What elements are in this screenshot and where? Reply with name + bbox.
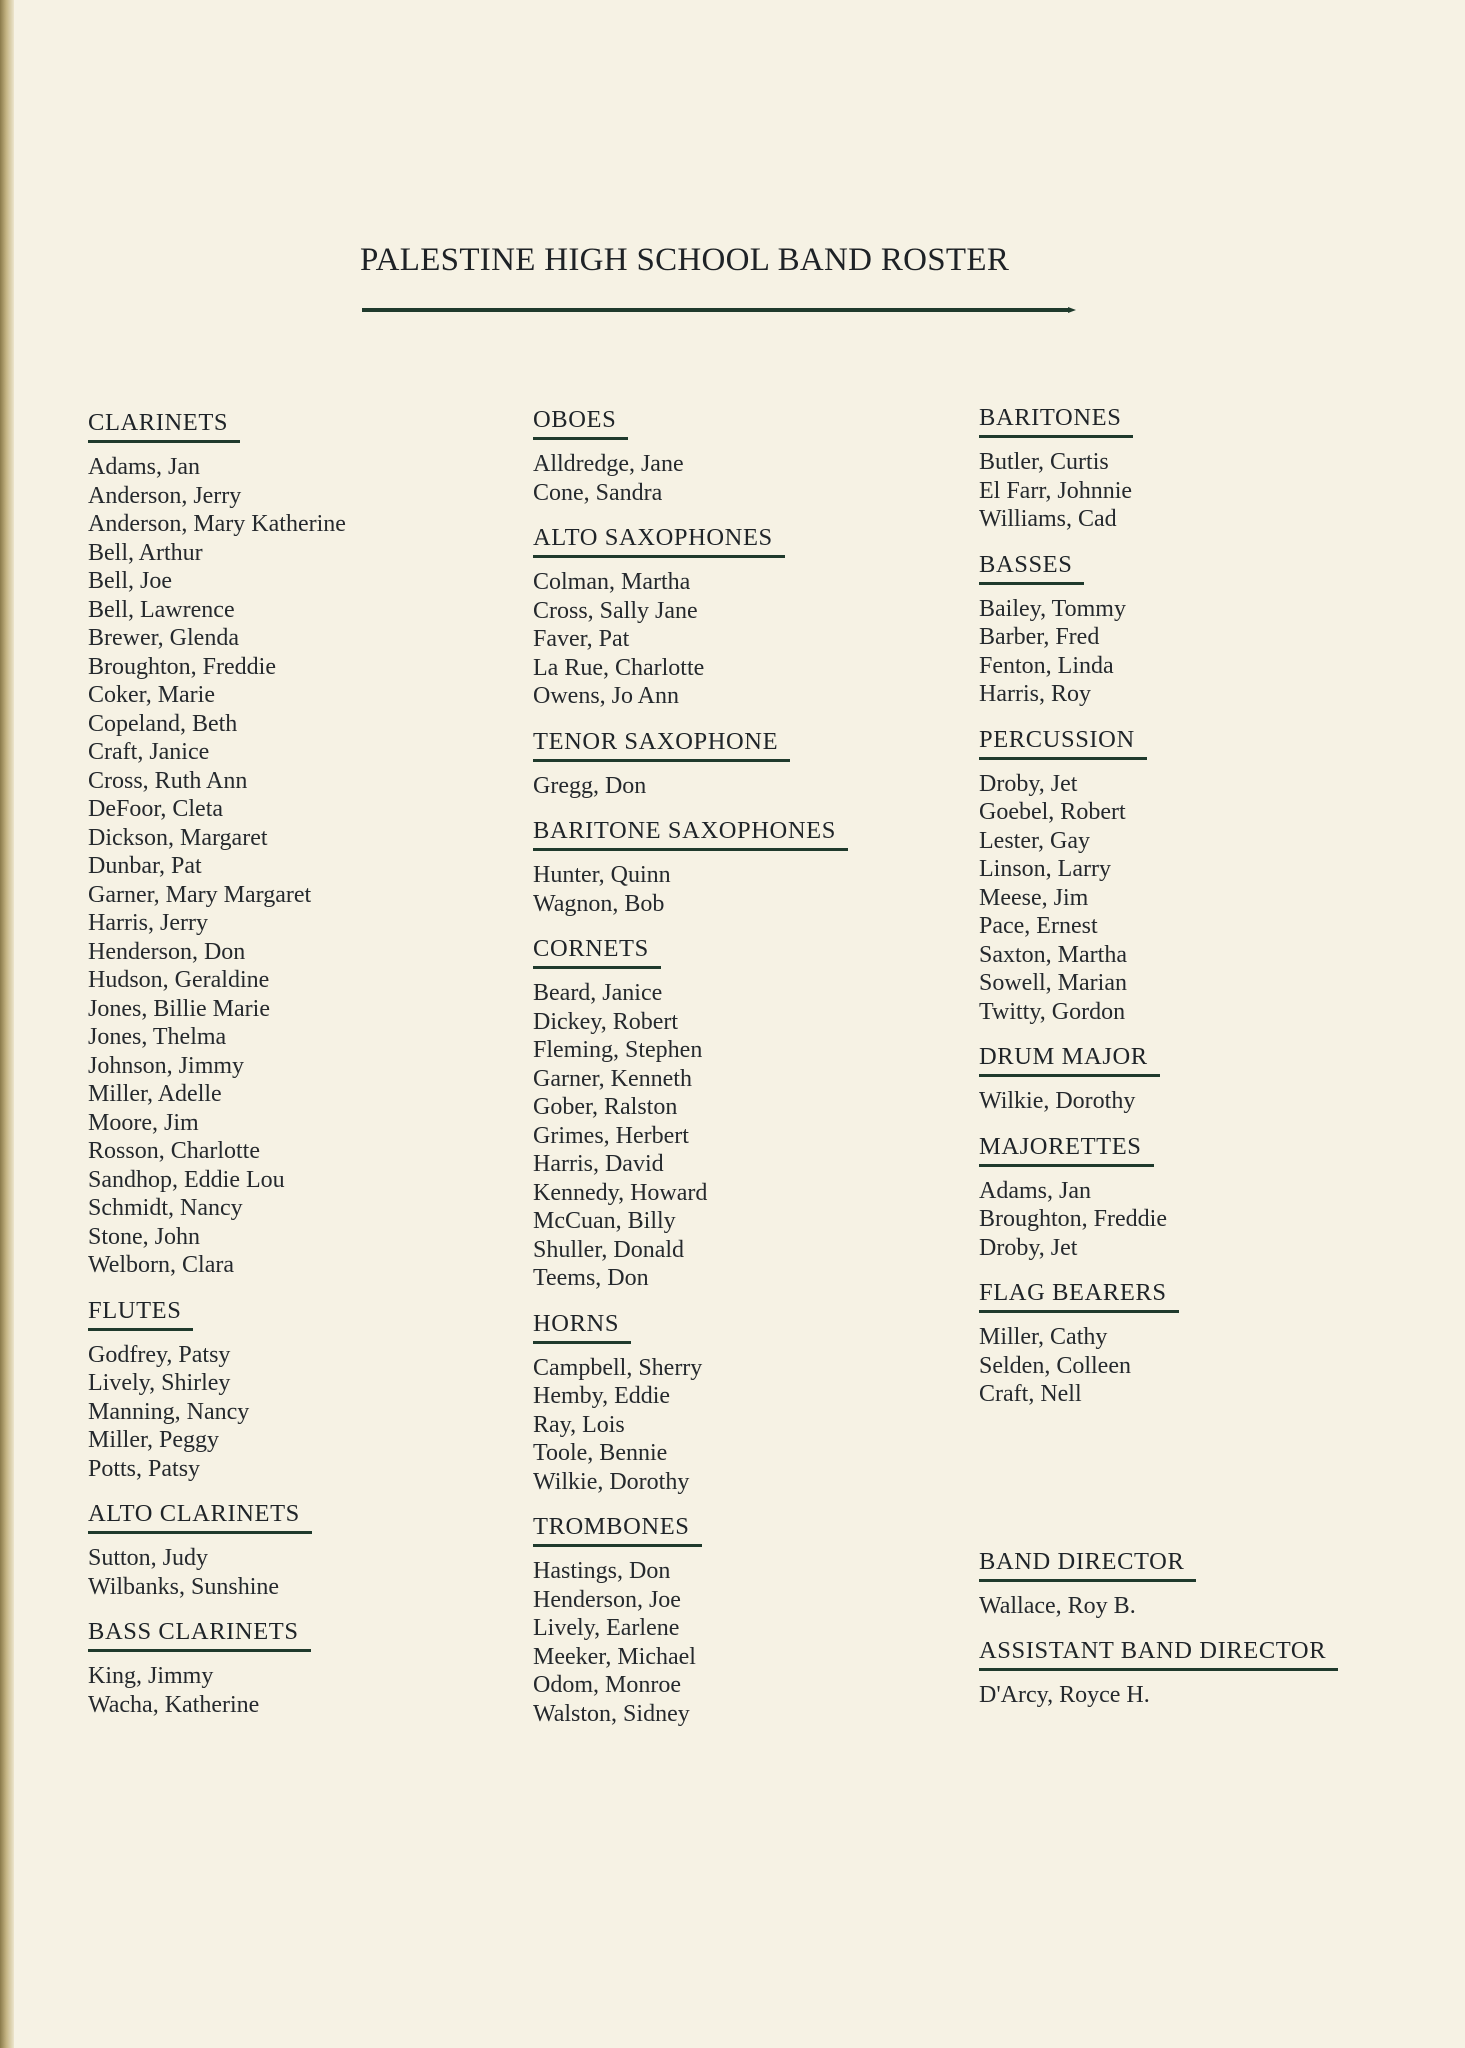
name-list	[88, 1544, 346, 1601]
roster-name: Gregg, Don	[533, 772, 647, 799]
roster-name: Fleming, Stephen	[533, 1037, 703, 1063]
roster-name: Toole, Bennie	[533, 1440, 668, 1466]
roster-name: Butler, Curtis	[979, 449, 1109, 475]
name-list	[979, 448, 1338, 534]
section-heading: OBOES	[533, 405, 628, 440]
roster-name: Miller, Cathy	[979, 1324, 1108, 1350]
roster-name: Droby, Jet	[979, 1234, 1078, 1261]
section-heading: BAND DIRECTOR	[979, 1547, 1196, 1582]
section-flutes	[88, 1296, 346, 1484]
roster-name: Wilkie, Dorothy	[533, 1468, 690, 1495]
section-heading: BASS CLARINETS	[88, 1617, 311, 1652]
roster-name: Hemby, Eddie	[533, 1383, 671, 1409]
roster-name: Miller, Peggy	[88, 1427, 220, 1453]
section-baritone-saxophones	[533, 816, 848, 918]
roster-name: Saxton, Martha	[979, 941, 1127, 968]
name-list	[979, 1177, 1338, 1263]
roster-name: Bell, Lawrence	[88, 596, 235, 623]
section-heading: ASSISTANT BAND DIRECTOR	[979, 1636, 1338, 1671]
roster-name: Welborn, Clara	[88, 1252, 235, 1278]
roster-name: Jones, Thelma	[88, 1024, 227, 1050]
roster-name: Lively, Earlene	[533, 1615, 680, 1641]
name-list	[979, 1087, 1338, 1116]
roster-name: Lester, Gay	[979, 827, 1090, 854]
title-underline	[362, 308, 1070, 312]
roster-name: Fenton, Linda	[979, 652, 1114, 679]
roster-column-3	[979, 403, 1338, 1726]
roster-name: Gober, Ralston	[533, 1094, 678, 1120]
roster-name: Henderson, Joe	[533, 1586, 681, 1613]
roster-name: Anderson, Jerry	[88, 482, 242, 509]
roster-name: Colman, Martha	[533, 569, 691, 595]
roster-name: Sutton, Judy	[88, 1545, 209, 1571]
section-heading: FLUTES	[88, 1296, 193, 1331]
roster-name: Cross, Sally Jane	[533, 597, 698, 624]
roster-name: Meese, Jim	[979, 884, 1089, 911]
section-heading: MAJORETTES	[979, 1132, 1154, 1167]
roster-name: Walston, Sidney	[533, 1700, 690, 1727]
roster-name: Craft, Janice	[88, 739, 210, 765]
roster-name: El Farr, Johnnie	[979, 477, 1133, 504]
roster-name: Henderson, Don	[88, 938, 246, 965]
section-alto-saxophones	[533, 523, 848, 711]
section-band-director	[979, 1547, 1338, 1621]
roster-name: Adams, Jan	[88, 454, 200, 480]
roster-name: Pace, Ernest	[979, 913, 1098, 939]
roster-name: Hudson, Geraldine	[88, 967, 270, 993]
section-heading: ALTO CLARINETS	[88, 1499, 312, 1534]
page-binding-edge	[0, 0, 14, 2048]
name-list	[979, 1592, 1338, 1621]
roster-name: Wallace, Roy B.	[979, 1592, 1136, 1619]
roster-column-2	[533, 405, 848, 1744]
section-assistant-band-director	[979, 1636, 1338, 1710]
roster-name: Craft, Nell	[979, 1381, 1082, 1407]
section-heading: PERCUSSION	[979, 725, 1147, 760]
roster-name: Johnson, Jimmy	[88, 1052, 245, 1079]
roster-name: Dickson, Margaret	[88, 824, 268, 851]
section-heading: TENOR SAXOPHONE	[533, 727, 790, 762]
name-list	[533, 772, 848, 801]
roster-name: Dunbar, Pat	[88, 853, 202, 879]
roster-name: Jones, Billie Marie	[88, 995, 270, 1022]
section-heading: HORNS	[533, 1309, 631, 1344]
name-list	[533, 1354, 848, 1497]
section-clarinets	[88, 408, 346, 1280]
roster-name: Owens, Jo Ann	[533, 683, 680, 709]
roster-name: Odom, Monroe	[533, 1672, 681, 1698]
roster-name: Sowell, Marian	[979, 970, 1127, 996]
roster-name: Potts, Patsy	[88, 1455, 201, 1482]
section-heading: BARITONES	[979, 403, 1133, 438]
roster-name: McCuan, Billy	[533, 1208, 676, 1234]
roster-name: Beard, Janice	[533, 980, 663, 1006]
name-list	[979, 770, 1338, 1027]
section-heading: BASSES	[979, 550, 1084, 585]
roster-name: Moore, Jim	[88, 1109, 199, 1136]
roster-name: Ray, Lois	[533, 1411, 625, 1438]
section-majorettes	[979, 1132, 1338, 1263]
name-list	[88, 453, 346, 1280]
section-percussion	[979, 725, 1338, 1027]
roster-name: Linson, Larry	[979, 856, 1111, 882]
name-list	[979, 1681, 1338, 1710]
roster-name: Copeland, Beth	[88, 710, 238, 737]
section-heading: ALTO SAXOPHONES	[533, 523, 785, 558]
roster-name: Wilkie, Dorothy	[979, 1088, 1136, 1114]
roster-name: Williams, Cad	[979, 506, 1117, 532]
roster-name: Faver, Pat	[533, 626, 630, 652]
roster-name: Shuller, Donald	[533, 1236, 685, 1263]
section-basses	[979, 550, 1338, 709]
roster-name: DeFoor, Cleta	[88, 796, 224, 822]
roster-name: Coker, Marie	[88, 682, 215, 708]
section-heading: FLAG BEARERS	[979, 1278, 1179, 1313]
section-cornets	[533, 934, 848, 1293]
section-oboes	[533, 405, 848, 507]
roster-column-1	[88, 408, 346, 1735]
roster-name: Bell, Joe	[88, 568, 172, 594]
section-heading: DRUM MAJOR	[979, 1042, 1160, 1077]
name-list	[979, 1323, 1338, 1409]
section-tenor-saxophone	[533, 727, 848, 801]
name-list	[533, 979, 848, 1293]
section-bass-clarinets	[88, 1617, 346, 1719]
page-title: PALESTINE HIGH SCHOOL BAND ROSTER	[360, 242, 1010, 278]
section-drum-major	[979, 1042, 1338, 1116]
roster-name: Rosson, Charlotte	[88, 1138, 260, 1164]
roster-name: Wilbanks, Sunshine	[88, 1573, 280, 1600]
column-spacer	[979, 1425, 1338, 1547]
roster-name: Cone, Sandra	[533, 479, 663, 506]
name-list	[533, 450, 848, 507]
roster-name: Goebel, Robert	[979, 799, 1126, 825]
roster-name: Teems, Don	[533, 1265, 649, 1291]
roster-name: King, Jimmy	[88, 1663, 214, 1689]
roster-name: Manning, Nancy	[88, 1398, 250, 1425]
name-list	[88, 1662, 346, 1719]
section-flag-bearers	[979, 1278, 1338, 1409]
roster-name: Bell, Arthur	[88, 539, 203, 566]
section-heading: CLARINETS	[88, 408, 240, 443]
roster-name: Godfrey, Patsy	[88, 1341, 231, 1368]
roster-name: Garner, Mary Margaret	[88, 881, 312, 908]
roster-name: Dickey, Robert	[533, 1008, 679, 1035]
roster-name: Miller, Adelle	[88, 1081, 222, 1107]
roster-name: Garner, Kenneth	[533, 1065, 692, 1092]
roster-name: Hastings, Don	[533, 1558, 671, 1584]
roster-name: Broughton, Freddie	[88, 653, 276, 680]
roster-name: Stone, John	[88, 1223, 201, 1250]
roster-name: Meeker, Michael	[533, 1643, 696, 1670]
roster-name: Alldredge, Jane	[533, 451, 684, 477]
section-alto-clarinets	[88, 1499, 346, 1601]
roster-name: Schmidt, Nancy	[88, 1195, 243, 1221]
roster-name: Adams, Jan	[979, 1177, 1091, 1204]
roster-name: Brewer, Glenda	[88, 625, 239, 651]
roster-name: Barber, Fred	[979, 624, 1100, 650]
roster-name: Harris, Roy	[979, 681, 1091, 707]
roster-name: Wacha, Katherine	[88, 1691, 260, 1718]
roster-name: Harris, David	[533, 1151, 664, 1177]
section-horns	[533, 1309, 848, 1497]
name-list	[88, 1341, 346, 1484]
roster-name: Grimes, Herbert	[533, 1122, 689, 1149]
roster-name: Bailey, Tommy	[979, 595, 1126, 622]
roster-name: Hunter, Quinn	[533, 862, 671, 888]
section-heading: CORNETS	[533, 934, 661, 969]
section-heading: BARITONE SAXOPHONES	[533, 816, 848, 851]
roster-name: Harris, Jerry	[88, 910, 208, 936]
roster-name: Broughton, Freddie	[979, 1206, 1167, 1232]
name-list	[533, 568, 848, 711]
roster-name: Sandhop, Eddie Lou	[88, 1166, 285, 1193]
section-trombones	[533, 1512, 848, 1728]
section-heading: TROMBONES	[533, 1512, 702, 1547]
roster-name: Campbell, Sherry	[533, 1354, 703, 1381]
roster-name: Anderson, Mary Katherine	[88, 511, 346, 537]
roster-name: Droby, Jet	[979, 770, 1078, 797]
roster-name: Lively, Shirley	[88, 1370, 231, 1396]
name-list	[979, 595, 1338, 709]
roster-name: Selden, Colleen	[979, 1352, 1131, 1379]
roster-name: Cross, Ruth Ann	[88, 767, 248, 794]
roster-name: D'Arcy, Royce H.	[979, 1682, 1150, 1708]
roster-name: Kennedy, Howard	[533, 1179, 708, 1206]
name-list	[533, 1557, 848, 1728]
section-baritones	[979, 403, 1338, 534]
roster-name: Twitty, Gordon	[979, 998, 1126, 1025]
roster-name: Wagnon, Bob	[533, 890, 665, 917]
roster-name: La Rue, Charlotte	[533, 654, 705, 681]
name-list	[533, 861, 848, 918]
